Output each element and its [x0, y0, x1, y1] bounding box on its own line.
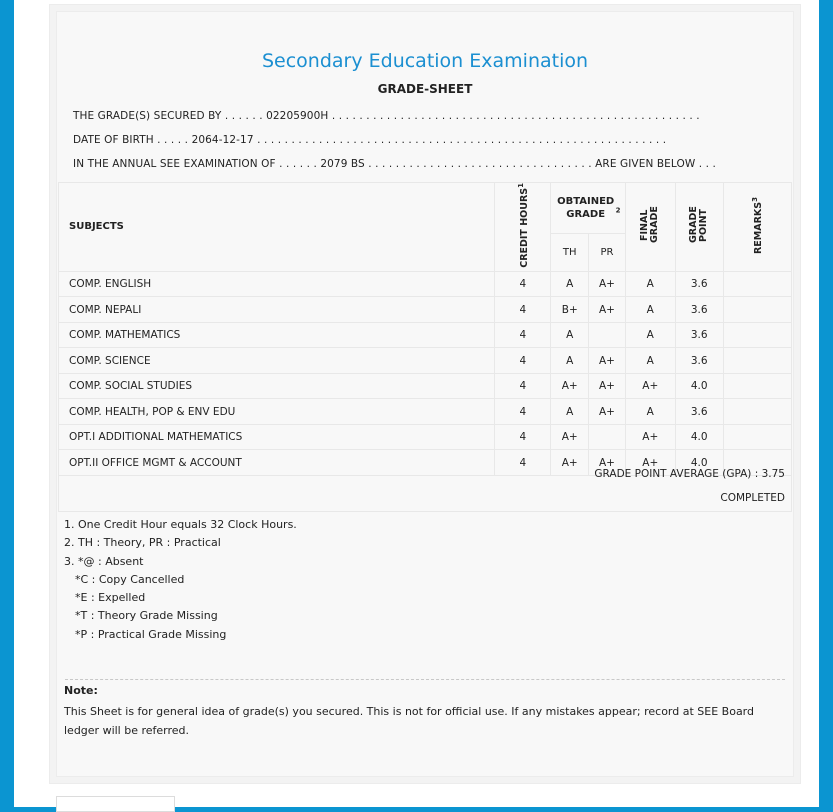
grade-point-header: GRADE POINT	[675, 183, 723, 272]
table-row	[59, 297, 792, 323]
remarks-cell	[723, 373, 791, 399]
theory-grade-cell: A+	[551, 373, 589, 399]
practical-grade-cell: A+	[589, 399, 626, 425]
subject-cell: COMP. MATHEMATICS	[59, 322, 495, 348]
footnote-item: *P : Practical Grade Missing	[75, 627, 227, 641]
secured-by-dots: . . . . . . . . . . . . . . . . . . . . . . . . . . . . . . . . . . . . . . . . . . . . . . . . . . . . . .	[331, 110, 700, 122]
remarks-header: REMARKS$^3$	[723, 183, 791, 272]
remarks-cell	[723, 348, 791, 374]
final-grade-cell: A	[625, 297, 675, 323]
symbol-number: 02205900H	[266, 110, 329, 122]
table-row	[59, 399, 792, 425]
grade-point-cell: 3.6	[675, 322, 723, 348]
credit-hours-cell: 4	[495, 271, 551, 297]
dob-line	[73, 134, 666, 146]
theory-grade-cell: B+	[551, 297, 589, 323]
final-grade-cell: A	[625, 348, 675, 374]
footnote-item: *C : Copy Cancelled	[75, 572, 185, 586]
theory-grade-cell: A	[551, 322, 589, 348]
final-grade-cell: A	[625, 322, 675, 348]
subject-cell: COMP. SOCIAL STUDIES	[59, 373, 495, 399]
footnote-item: *T : Theory Grade Missing	[75, 609, 218, 623]
remarks-cell	[723, 424, 791, 450]
footnotes	[64, 516, 297, 644]
exam-line	[73, 158, 716, 170]
remarks-cell	[723, 297, 791, 323]
grade-point-cell: 3.6	[675, 271, 723, 297]
credit-hours-header: CREDIT HOURS$^1$	[495, 183, 551, 272]
dob-dots: . . . . . . . . . . . . . . . . . . . . . . . . . . . . . . . . . . . . . . . . . . . . . . . . . . . . . . . . . . . .	[257, 134, 667, 146]
practical-grade-cell: A+	[589, 373, 626, 399]
table-row	[59, 271, 792, 297]
practical-grade-cell: A+	[589, 271, 626, 297]
grade-point-cell: 3.6	[675, 348, 723, 374]
exam-title: Secondary Education Examination	[261, 50, 589, 72]
credit-hours-cell: 4	[495, 450, 551, 476]
exam-year: 2079 BS	[320, 158, 365, 170]
credit-hours-cell: 4	[495, 373, 551, 399]
gpa-summary	[58, 460, 792, 512]
final-grade-cell: A+	[625, 424, 675, 450]
subject-cell: COMP. ENGLISH	[59, 271, 495, 297]
final-grade-cell: A	[625, 271, 675, 297]
note-text: This Sheet is for general idea of grade(s) you secured. This is not for official use. If any mistakes appear; record at SEE Board ledger will be referred.	[64, 705, 754, 737]
grade-point-cell: 3.6	[675, 399, 723, 425]
note-label: Note:	[64, 684, 98, 697]
footnote-item: 3. *@ : Absent	[64, 554, 144, 568]
remarks-cell	[723, 322, 791, 348]
page	[14, 0, 819, 807]
practical-grade-cell	[589, 322, 626, 348]
footnote-item: *E : Expelled	[75, 591, 146, 605]
remarks-cell	[723, 271, 791, 297]
th-header: TH	[551, 234, 589, 271]
theory-grade-cell: A+	[551, 450, 589, 476]
remarks-cell	[723, 399, 791, 425]
credit-hours-cell: 4	[495, 348, 551, 374]
below-input-box[interactable]	[56, 796, 175, 812]
subject-cell: COMP. SCIENCE	[59, 348, 495, 374]
final-grade-cell: A+	[625, 373, 675, 399]
final-grade-header: FINAL GRADE	[625, 183, 675, 272]
credit-hours-cell: 4	[495, 424, 551, 450]
practical-grade-cell: A+	[589, 297, 626, 323]
exam-label: IN THE ANNUAL SEE EXAMINATION OF . . . . . .	[73, 158, 317, 170]
practical-grade-cell: A+	[589, 348, 626, 374]
obtained-grade-header: OBTAINED GRADE $^2$	[551, 183, 625, 234]
result-status: COMPLETED	[720, 492, 785, 504]
exam-dots: . . . . . . . . . . . . . . . . . . . . . . . . . . . . . . . . . ARE GIVEN BELOW . . .	[368, 158, 716, 170]
subject-cell: COMP. NEPALI	[59, 297, 495, 323]
grade-table	[58, 182, 792, 476]
grade-sheet	[49, 4, 801, 784]
secured-by-line	[73, 110, 700, 122]
grade-sheet-subtitle: GRADE-SHEET	[377, 82, 473, 96]
table-row	[59, 424, 792, 450]
credit-hours-cell: 4	[495, 399, 551, 425]
grade-point-cell: 4.0	[675, 450, 723, 476]
pr-header: PR	[589, 234, 626, 271]
theory-grade-cell: A	[551, 399, 589, 425]
final-grade-cell: A+	[625, 450, 675, 476]
theory-grade-cell: A	[551, 348, 589, 374]
date-of-birth: 2064-12-17	[191, 134, 254, 146]
table-row	[59, 322, 792, 348]
theory-grade-cell: A	[551, 271, 589, 297]
subject-cell: OPT.II OFFICE MGMT & ACCOUNT	[59, 450, 495, 476]
theory-grade-cell: A+	[551, 424, 589, 450]
grade-point-cell: 4.0	[675, 373, 723, 399]
subjects-header: SUBJECTS	[59, 183, 495, 272]
footnote-item: 1. One Credit Hour equals 32 Clock Hours.	[64, 518, 297, 531]
sheet-header	[67, 22, 783, 182]
dob-label: DATE OF BIRTH . . . . .	[73, 134, 189, 146]
practical-grade-cell: A+	[589, 450, 626, 476]
subject-cell: OPT.I ADDITIONAL MATHEMATICS	[59, 424, 495, 450]
footnote-item: 2. TH : Theory, PR : Practical	[64, 536, 221, 550]
grade-point-cell: 4.0	[675, 424, 723, 450]
gpa-text: GRADE POINT AVERAGE (GPA) : 3.75	[594, 468, 785, 480]
credit-hours-cell: 4	[495, 297, 551, 323]
table-row	[59, 373, 792, 399]
credit-hours-cell: 4	[495, 322, 551, 348]
final-grade-cell: A	[625, 399, 675, 425]
grade-point-cell: 3.6	[675, 297, 723, 323]
practical-grade-cell	[589, 424, 626, 450]
subject-cell: COMP. HEALTH, POP & ENV EDU	[59, 399, 495, 425]
secured-by-label: THE GRADE(S) SECURED BY . . . . . .	[73, 110, 263, 122]
table-row	[59, 348, 792, 374]
grade-sheet-inner	[56, 11, 794, 777]
note-divider	[65, 679, 785, 680]
